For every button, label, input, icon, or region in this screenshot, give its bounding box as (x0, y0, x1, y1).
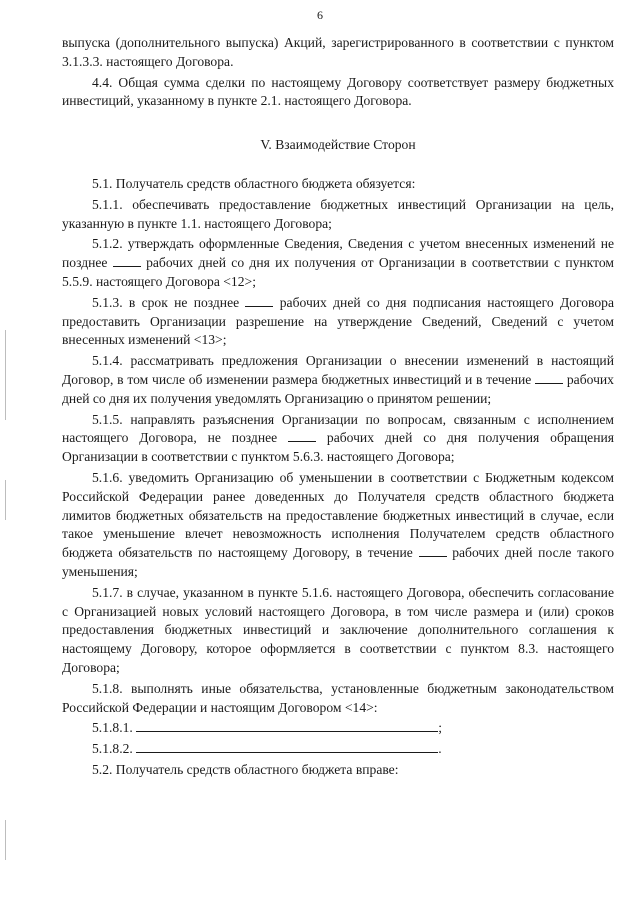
paragraph-text: 5.1.8.2. (92, 741, 133, 757)
paragraph: 5.1. Получатель средств областного бюджета обязуется: (92, 175, 416, 191)
paragraph (62, 294, 614, 350)
paragraph-text: 5.1.8.1. (92, 720, 133, 736)
paragraph (62, 719, 614, 738)
paragraph: выпуска (дополнительного выпуска) Акций, зарегистрированного в соответствии с пунктом 3.1.3.3. настоящего Договора. (62, 35, 614, 69)
blank-field (245, 294, 273, 307)
paragraph-text: рабочих дней со дня их получения уведомлять Организацию о принятом решении; (62, 371, 614, 406)
blank-field (535, 371, 563, 384)
paragraph (62, 740, 614, 759)
page-number: 6 (317, 8, 323, 22)
paragraph-text: 5.1.2. утверждать оформленные Сведения, Сведения с учетом внесенных изменений не позднее (62, 236, 614, 271)
paragraph-text: 5.1.5. направлять разъяснения Организации по вопросам, связанным с исполнением настоящего Договора, не позднее (62, 411, 614, 446)
scan-margin-mark (5, 480, 6, 520)
document-body (62, 34, 614, 780)
blank-field (288, 429, 316, 442)
paragraph: 4.4. Общая сумма сделки по настоящему Договору соответствует размеру бюджетных инвестиций, указанному в пункте 2.1. настоящего Договора. (62, 74, 614, 109)
paragraph (62, 469, 614, 582)
scan-margin-mark (5, 330, 6, 420)
paragraph-text: ; (438, 720, 442, 736)
paragraph-text: 5.1.6. уведомить Организацию об уменьшении в соответствии с Бюджетным кодексом Российской Федерации ранее доведенных до Получателя средств областного бюджета лимитов бюджетных обязательств на предоставление бюджетных инвестиций в случае, если такое уменьшение влечет невозможность исполнения Получателем средств областного бюджета обязательств по настоящему Договору, в течение (62, 469, 614, 561)
paragraph (62, 411, 614, 467)
paragraph: 5.1.8. выполнять иные обязательства, установленные бюджетным законодательством Российской Федерации и настоящим Договором <14>: (62, 680, 614, 715)
paragraph-text: рабочих дней после такого уменьшения; (62, 545, 614, 579)
section-heading: V. Взаимодействие Сторон (260, 137, 416, 153)
blank-field (419, 544, 447, 557)
paragraph-text: рабочих дней со дня получения обращения Организации в соответствии с пунктом 5.6.3. настоящего Договора; (62, 430, 615, 465)
paragraph-text: рабочих дней со дня их получения от Организации в соответствии с пунктом 5.5.9. настоящего Договора <12>; (62, 255, 615, 289)
scan-margin-mark (5, 820, 6, 860)
paragraph-text: 5.1.3. в срок не позднее (92, 294, 240, 310)
blank-field (136, 719, 438, 732)
blank-field (113, 254, 141, 267)
paragraph: 5.2. Получатель средств областного бюджета вправе: (92, 761, 399, 777)
paragraph: 5.1.1. обеспечивать предоставление бюджетных инвестиций Организации на цель, указанную в пункте 1.1. настоящего Договора; (62, 196, 614, 231)
paragraph: 5.1.7. в случае, указанном в пункте 5.1.6. настоящего Договора, обеспечить согласование с Организацией новых условий настоящего Договора, в том числе размера и (или) сроков предоставления бюджетных инвестиций и заключение дополнительного соглашения к настоящему Договору, которое оформляется в соответствии с пунктом 8.3. настоящего Договора; (62, 584, 614, 675)
paragraph-text: 5.1.4. рассматривать предложения Организации о внесении изменений в настоящий Договор, в том числе об изменении размера бюджетных инвестиций и в течение (62, 353, 614, 387)
paragraph-text: рабочих дней со дня подписания настоящего Договора предоставить Организации разрешение на утверждение Сведений, Сведений с учетом внесенных изменений <13>; (62, 294, 615, 348)
blank-field (136, 740, 438, 753)
paragraph (62, 235, 614, 291)
paragraph-text: . (438, 741, 442, 757)
paragraph (62, 352, 614, 408)
